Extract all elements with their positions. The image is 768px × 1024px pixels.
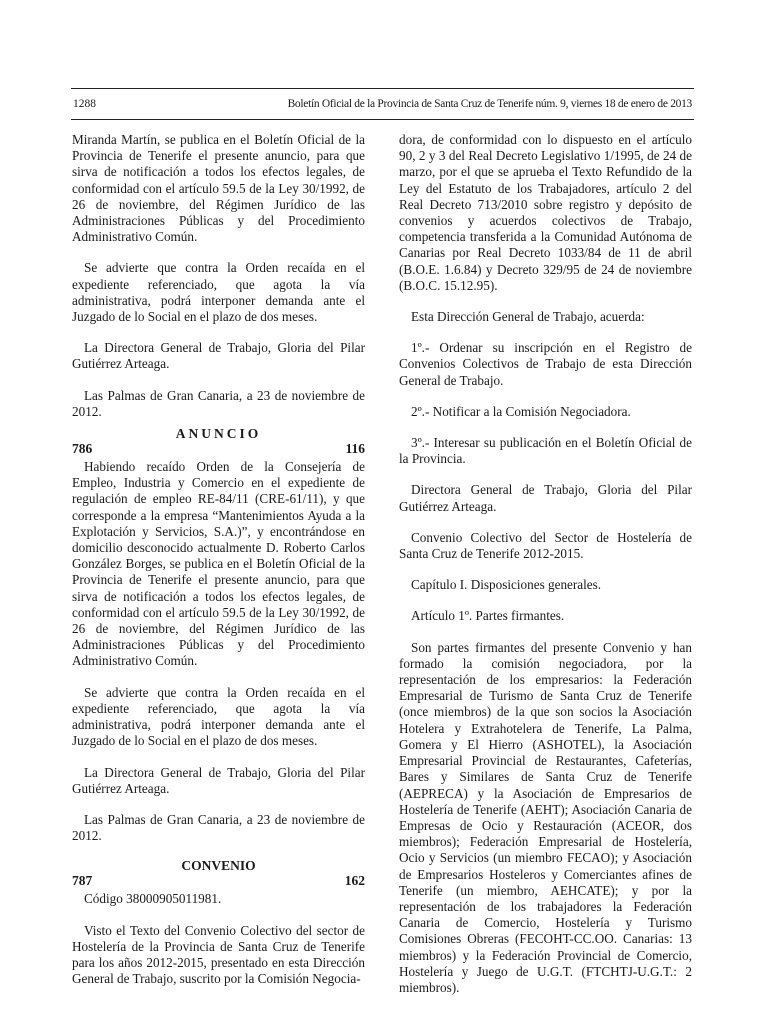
left-column xyxy=(72,132,365,1002)
page-number: 1288 xyxy=(73,98,96,110)
paragraph: Convenio Colectivo del Sector de Hostelería de Santa Cruz de Tenerife 2012-2015. xyxy=(399,529,692,562)
announcement-number: 786 xyxy=(72,441,93,457)
paragraph: Se advierte que contra la Orden recaída en el expediente referenciado, que agota la vía administrativa, podrá interponer demanda ante el Juzgado de lo Social en el plazo de dos meses. xyxy=(72,260,365,325)
paragraph: Las Palmas de Gran Canaria, a 23 de noviembre de 2012. xyxy=(72,387,365,419)
announcement-code: 162 xyxy=(344,873,365,889)
section-numbers xyxy=(72,441,365,456)
paragraph: Código 38000905011981. xyxy=(84,891,222,907)
paragraph: Esta Dirección General de Trabajo, acuerda: xyxy=(411,309,645,325)
publication-title: Boletín Oficial de la Provincia de Santa Cruz de Tenerife núm. 9, viernes 18 de enero de 2013 xyxy=(287,98,692,110)
paragraph: Directora General de Trabajo, Gloria del Pilar Gutiérrez Arteaga. xyxy=(399,482,692,514)
section-numbers xyxy=(72,873,365,888)
paragraph: dora, de conformidad con lo dispuesto en el artículo 90, 2 y 3 del Real Decreto Legislativo 1/1995, de 24 de marzo, por el que se aprueba el Texto Refundido de la Ley del Estatuto de los Trabajadores, artículo 2 del Real Decreto 713/2010 sobre registro y depósito de convenios y acuerdos colectivos de Trabajo, competencia transferida a la Comunidad Autónoma de Canarias por Real Decreto 1033/84 de 11 de abril (B.O.E. 1.6.84) y Decreto 329/95 de 24 de noviembre (B.O.C. 15.12.95). xyxy=(399,132,692,293)
paragraph: 2º.- Notificar a la Comisión Negociadora. xyxy=(411,403,631,419)
paragraph: 1º.- Ordenar su inscripción en el Registro de Convenios Colectivos de Trabajo de esta Dirección General de Trabajo. xyxy=(399,340,692,388)
paragraph: 3º.- Interesar su publicación en el Boletín Oficial de la Provincia. xyxy=(399,435,692,467)
paragraph: Visto el Texto del Convenio Colectivo del sector de Hostelería de la Provincia de Santa Cruz de Tenerife para los años 2012-2015, presentado en esta Dirección General de Trabajo, suscrito por la Comisión Negocia- xyxy=(72,922,365,987)
paragraph: Miranda Martín, se publica en el Boletín Oficial de la Provincia de Tenerife el presente anuncio, para que sirva de notificación a todos los efectos legales, de conformidad con el artículo 59.5 de la Ley 30/1992, de 26 de noviembre, del Régimen Jurídico de las Administraciones Públicas y del Procedimiento Administrativo Común. xyxy=(72,132,365,245)
paragraph: Habiendo recaído Orden de la Consejería de Empleo, Industria y Comercio en el expediente de regulación de empleo RE-84/11 (CRE-61/11), y que corresponde a la empresa “Mantenimientos Ayuda a la Explotación y Servicios, S.A.)”, y encontrándose en domicilio desconocido actualmente D. Roberto Carlos González Borges, se publica en el Boletín Oficial de la Provincia de Tenerife el presente anuncio, para que sirva de notificación a todos los efectos legales, de conformidad con el artículo 59.5 de la Ley 30/1992, de 26 de noviembre, del Régimen Jurídico de las Administraciones Públicas y del Procedimiento Administrativo Común. xyxy=(72,459,365,669)
right-column xyxy=(399,132,692,1011)
paragraph: Las Palmas de Gran Canaria, a 23 de noviembre de 2012. xyxy=(72,811,365,844)
paragraph: La Directora General de Trabajo, Gloria del Pilar Gutiérrez Arteaga. xyxy=(72,764,365,796)
announcement-number: 787 xyxy=(72,873,93,889)
paragraph: Son partes firmantes del presente Convenio y han formado la comisión negociadora, por la representación de los empresarios: la Federación Empresarial de Turismo de Santa Cruz de Tenerife (once miembros) de la que son socios la Asociación Hotelera y Extrahotelera de Tenerife, La Palma, Gomera y El Hierro (ASHOTEL), la Asociación Empresarial Provincial de Restaurantes, Cafeterías, Bares y Similares de Santa Cruz de Tenerife (AEPRECA) y la Asociación de Empresarios de Hostelería de Tenerife (AEHT); Asociación Canaria de Empresas de Ocio y Restauración (ACEOR, dos miembros); Federación Empresarial de Hostelería, Ocio y Servicios (un miembro FECAO); y Asociación de Empresarios Hosteleros y Comerciantes afines de Tenerife (un miembro, AEHCATE); y por la representación de los trabajadores la Federación Canaria de Comercio, Hostelería y Turismo Comisiones Obreras (FECOHT-CC.OO. Canarias: 13 miembros) y la Federación Provincial de Comercio, Hostelería y Juego de U.G.T. (FTCHTJ-U.G.T.: 2 miembros). xyxy=(399,639,692,995)
page-header xyxy=(71,88,694,120)
paragraph: Artículo 1º. Partes firmantes. xyxy=(411,608,565,624)
paragraph: La Directora General de Trabajo, Gloria del Pilar Gutiérrez Arteaga. xyxy=(72,340,365,372)
paragraph: Capítulo I. Disposiciones generales. xyxy=(411,577,602,593)
section-title-convenio: CONVENIO xyxy=(181,858,256,874)
announcement-code: 116 xyxy=(345,441,365,457)
paragraph: Se advierte que contra la Orden recaída en el expediente referenciado, que agota la vía administrativa, podrá interponer demanda ante el Juzgado de lo Social en el plazo de dos meses. xyxy=(72,684,365,749)
section-title-anuncio: ANUNCIO xyxy=(175,426,262,442)
